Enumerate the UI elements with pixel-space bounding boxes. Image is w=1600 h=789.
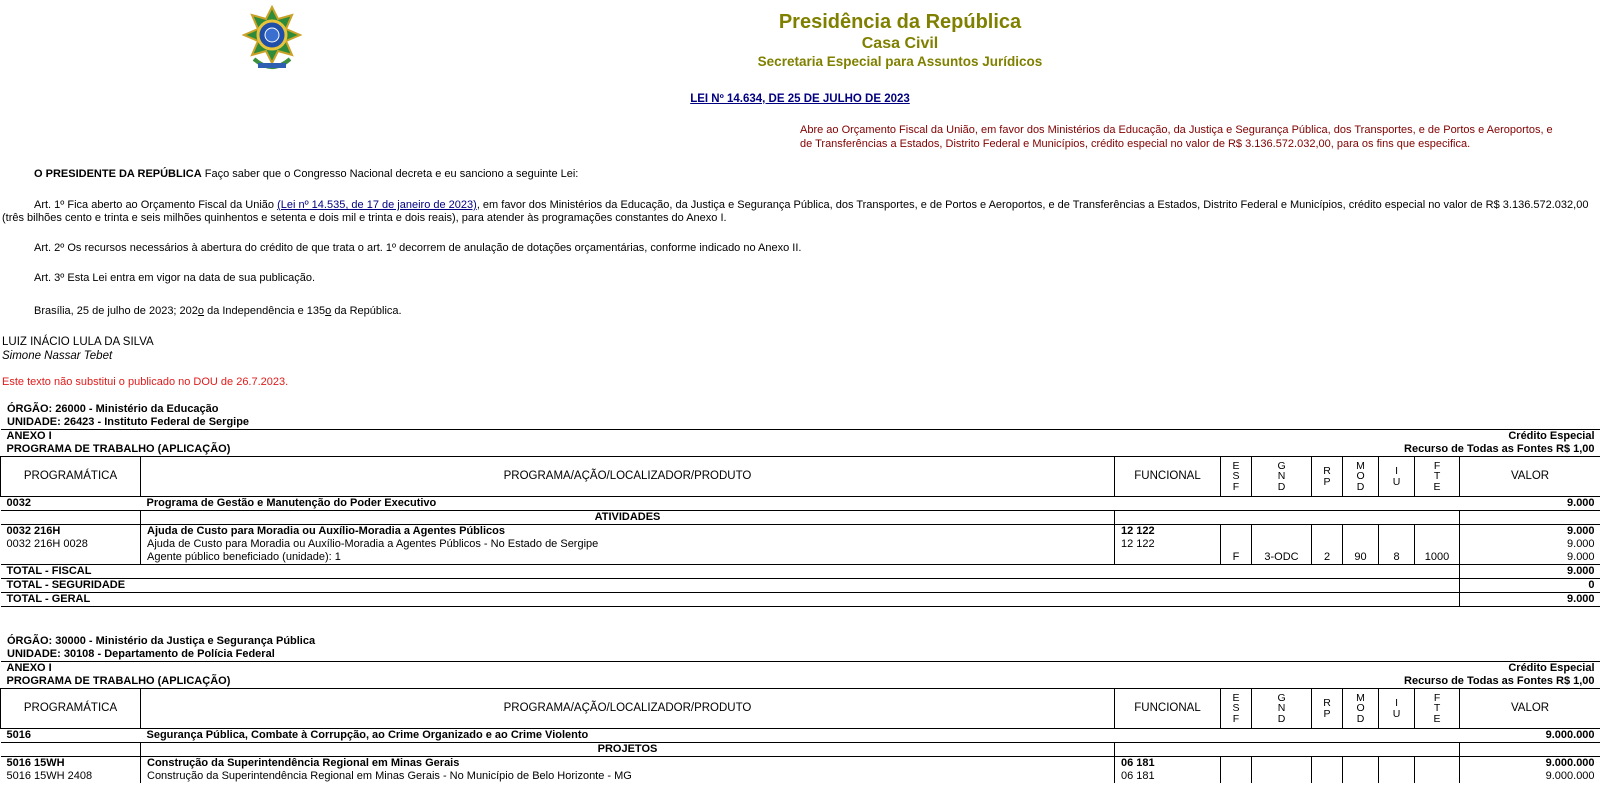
total-fiscal-label: TOTAL - FISCAL	[1, 565, 1460, 579]
programa-trabalho-label: PROGRAMA DE TRABALHO (APLICAÇÃO)	[6, 443, 231, 455]
col-iu: I U	[1379, 457, 1415, 497]
iu-value: 8	[1379, 551, 1415, 565]
recurso-label: Recurso de Todas as Fontes R$ 1,00	[1404, 443, 1595, 455]
ordinal-1: o	[197, 305, 205, 317]
preamble	[2, 168, 1598, 181]
law-ementa	[800, 124, 1600, 151]
art1-law-link[interactable]: (Lei nº 14.535, de 17 de janeiro de 2023)	[277, 199, 477, 211]
art1-prefix: Art. 1º Fica aberto ao Orçamento Fiscal da União	[34, 199, 278, 211]
col-valor: VALOR	[1460, 689, 1600, 729]
ementa-line-1: Abre ao Orçamento Fiscal da União, em favor dos Ministérios da Educação, da Justiça e Segurança Pública, dos Transportes, e de Portos e Aeroportos, e	[800, 124, 1553, 136]
table-row	[1, 511, 1600, 525]
loc-code: 5016 15WH 2408	[1, 770, 141, 783]
department-title: Secretaria Especial para Assuntos Jurídicos	[757, 54, 1043, 69]
anexo-label: ANEXO I	[6, 662, 52, 674]
col-gnd: G N D	[1252, 457, 1312, 497]
loc-value: 9.000	[1567, 538, 1595, 550]
mod-value: 90	[1343, 551, 1379, 565]
table-row	[1, 538, 1600, 551]
table-row	[1, 497, 1600, 511]
col-programa: PROGRAMA/AÇÃO/LOCALIZADOR/PRODUTO	[141, 689, 1115, 729]
date-line	[2, 305, 1598, 318]
col-programa: PROGRAMA/AÇÃO/LOCALIZADOR/PRODUTO	[141, 457, 1115, 497]
table-row	[1, 757, 1600, 771]
program-code: 0032	[6, 497, 31, 509]
program-name: Programa de Gestão e Manutenção do Poder Executivo	[146, 497, 437, 509]
preamble-text: Faço saber que o Congresso Nacional decreta e eu sanciono a seguinte Lei:	[201, 168, 579, 180]
col-gnd: G N D	[1252, 689, 1312, 729]
program-name: Segurança Pública, Combate à Corrupção, ao Crime Organizado e ao Crime Violento	[146, 729, 589, 741]
col-funcional: FUNCIONAL	[1115, 689, 1221, 729]
col-iu: I U	[1379, 689, 1415, 729]
section-label: PROJETOS	[141, 743, 1115, 757]
rp-value: 2	[1312, 551, 1343, 565]
table-row	[1, 593, 1600, 607]
anexo-label: ANEXO I	[6, 430, 52, 442]
col-fte: F T E	[1415, 689, 1460, 729]
action-name: Ajuda de Custo para Moradia ou Auxílio-Moradia a Agentes Públicos	[141, 525, 1115, 539]
page-subtitle: Casa Civil	[861, 35, 939, 52]
orgao-label: ÓRGÃO: 26000 - Ministério da Educação	[7, 403, 219, 415]
article-2: Art. 2º Os recursos necessários à abertura do crédito de que trata o art. 1º decorrem de anulação de dotações orçamentárias, conforme indicado no Anexo II.	[34, 242, 802, 254]
loc-name: Construção da Superintendência Regional em Minas Gerais - No Município de Belo Horizonte - MG	[141, 770, 1115, 783]
anexo-table-2	[0, 661, 1600, 783]
table-row	[1, 551, 1600, 565]
action-value: 9.000.000	[1545, 757, 1595, 769]
ordinal-2: o	[325, 305, 332, 317]
total-seguridade-value: 0	[1588, 579, 1595, 591]
col-valor: VALOR	[1460, 457, 1600, 497]
program-value: 9.000	[1567, 497, 1595, 509]
date-mid: da Independência e 135	[204, 305, 326, 317]
unidade-label: UNIDADE: 26423 - Instituto Federal de Sergipe	[7, 416, 250, 428]
col-programatica: PROGRAMÁTICA	[1, 457, 141, 497]
product-value: 9.000	[1567, 551, 1595, 563]
col-rp: R P	[1312, 689, 1343, 729]
action-name: Construção da Superintendência Regional em Minas Gerais	[141, 757, 1115, 771]
col-mod: M O D	[1343, 457, 1379, 497]
dou-notice: Este texto não substitui o publicado no DOU de 26.7.2023.	[2, 376, 289, 388]
action-code: 5016 15WH	[1, 757, 141, 771]
orgao-label: ÓRGÃO: 30000 - Ministério da Justiça e Segurança Pública	[7, 635, 316, 647]
article-3: Art. 3º Esta Lei entra em vigor na data de sua publicação.	[34, 272, 316, 284]
table-row	[1, 579, 1600, 593]
brasao-crest-icon	[240, 5, 304, 75]
col-fte: F T E	[1415, 457, 1460, 497]
law-title-link[interactable]: LEI Nº 14.634, DE 25 DE JULHO DE 2023	[690, 93, 910, 105]
anexo-table-1	[0, 429, 1600, 607]
signer-minister: Simone Nassar Tebet	[2, 350, 113, 362]
page-title: Presidência da República	[778, 11, 1022, 33]
total-geral-label: TOTAL - GERAL	[1, 593, 1460, 607]
product-name: Agente público beneficiado (unidade): 1	[141, 551, 1115, 565]
date-post: da República.	[331, 305, 402, 317]
table-row	[1, 729, 1600, 743]
signer-president: LUIZ INÁCIO LULA DA SILVA	[2, 336, 154, 348]
total-fiscal-value: 9.000	[1567, 565, 1595, 577]
loc-value: 9.000.000	[1545, 770, 1595, 782]
unidade-label: UNIDADE: 30108 - Departamento de Polícia Federal	[7, 648, 275, 660]
col-rp: R P	[1312, 457, 1343, 497]
table-row	[1, 743, 1600, 757]
recurso-label: Recurso de Todas as Fontes R$ 1,00	[1404, 675, 1595, 687]
date-pre: Brasília, 25 de julho de 2023; 202	[34, 305, 198, 317]
art1-suffix: , em favor dos Ministérios da Educação, da Justiça e Segurança Pública, dos Transportes, e de Portos e Aeroportos, e de Transferências a Estados, Distrito Federal e Municípios, crédito especial no valor de R$ 3.136.572.032,00 (três bilhões cento e trinta e seis milhões quinhentos e setenta e dois mil e trinta e dois reais), para atender às programações constantes do Anexo I.	[2, 199, 1589, 224]
action-func: 12 122	[1115, 525, 1221, 539]
preamble-bold: O PRESIDENTE DA REPÚBLICA	[34, 168, 202, 180]
table-row	[1, 770, 1600, 783]
action-func: 06 181	[1115, 757, 1221, 771]
credito-label: Crédito Especial	[1508, 430, 1595, 442]
total-geral-value: 9.000	[1567, 593, 1595, 605]
action-code: 0032 216H	[1, 525, 141, 539]
loc-code: 0032 216H 0028	[1, 538, 141, 551]
col-programatica: PROGRAMÁTICA	[1, 689, 141, 729]
program-value: 9.000.000	[1545, 729, 1595, 741]
col-esf: E S F	[1221, 457, 1252, 497]
credito-label: Crédito Especial	[1508, 662, 1595, 674]
article-1	[2, 199, 1600, 225]
col-mod: M O D	[1343, 689, 1379, 729]
program-code: 5016	[6, 729, 31, 741]
gnd-value: 3-ODC	[1252, 551, 1312, 565]
fte-value: 1000	[1415, 551, 1460, 565]
loc-func: 06 181	[1115, 770, 1221, 783]
programa-trabalho-label: PROGRAMA DE TRABALHO (APLICAÇÃO)	[6, 675, 231, 687]
loc-func: 12 122	[1115, 538, 1221, 551]
action-value: 9.000	[1567, 525, 1595, 537]
loc-name: Ajuda de Custo para Moradia ou Auxílio-Moradia a Agentes Públicos - No Estado de Sergipe	[141, 538, 1115, 551]
total-seguridade-label: TOTAL - SEGURIDADE	[1, 579, 1460, 593]
col-esf: E S F	[1221, 689, 1252, 729]
table-row	[1, 525, 1600, 539]
esf-value: F	[1221, 551, 1252, 565]
section-label: ATIVIDADES	[141, 511, 1115, 525]
ementa-line-2: de Transferências a Estados, Distrito Federal e Municípios, crédito especial no valor de R$ 3.136.572.032,00, para os fins que especifica.	[800, 137, 1471, 150]
col-funcional: FUNCIONAL	[1115, 457, 1221, 497]
table-row	[1, 565, 1600, 579]
